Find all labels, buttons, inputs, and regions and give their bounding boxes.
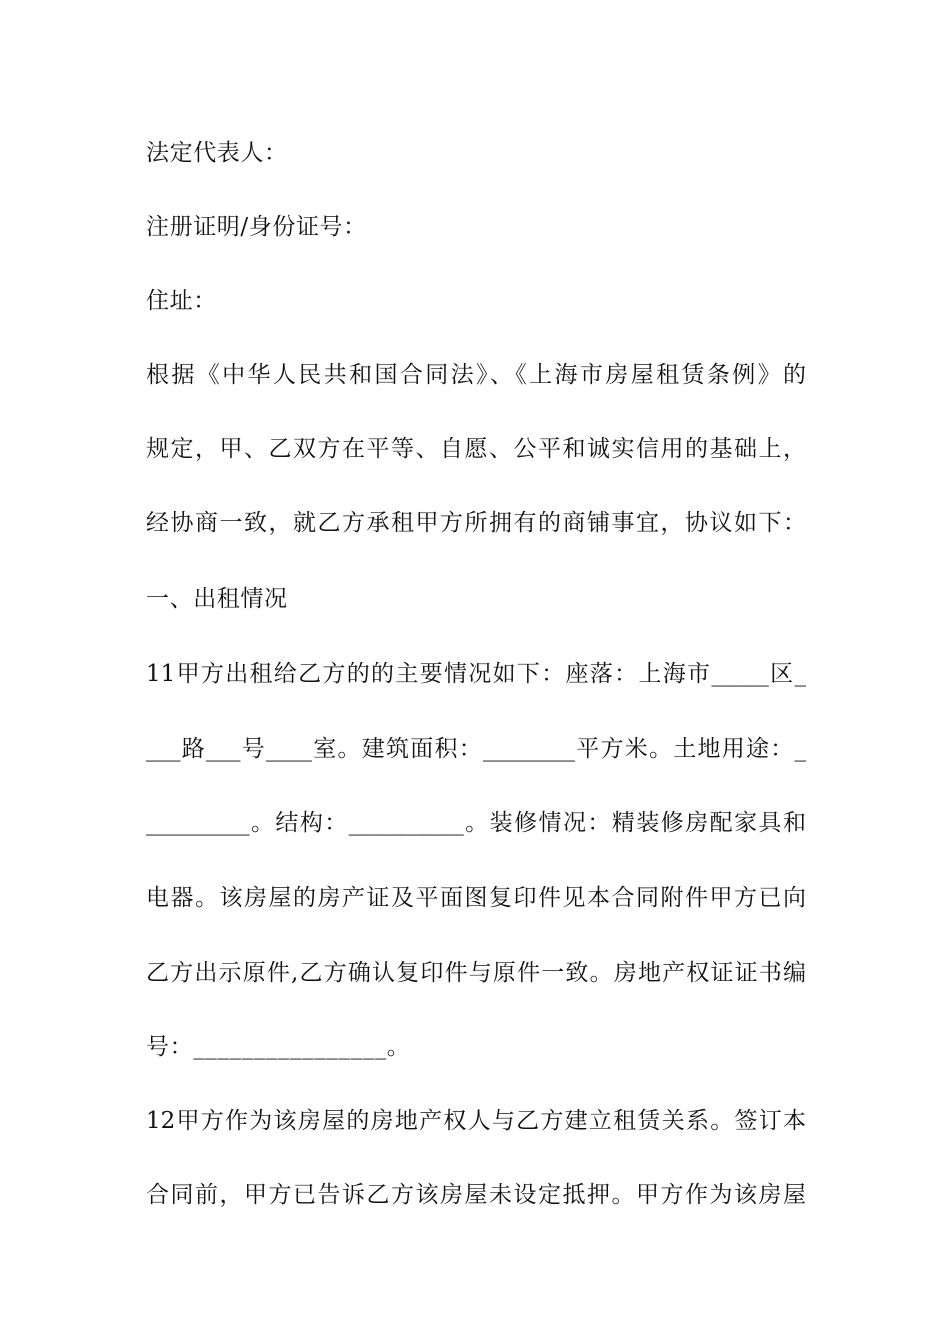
paragraph-line: _________。结构：__________。装修情况：精装修房配家具和 xyxy=(146,810,806,836)
paragraph-line: 合同前，甲方已告诉乙方该房屋未设定抵押。甲方作为该房屋 xyxy=(146,1182,806,1208)
legal-representative-label: 法定代表人： xyxy=(146,140,288,166)
paragraph-line: 12甲方作为该房屋的房地产权人与乙方建立租赁关系。签订本 xyxy=(146,1108,806,1134)
paragraph-line: 乙方出示原件,乙方确认复印件与原件一致。房地产权证证书编 xyxy=(146,960,806,986)
paragraph-line: 电器。该房屋的房产证及平面图复印件见本合同附件甲方已向 xyxy=(146,885,806,911)
paragraph-line: 号：________________。 xyxy=(146,1034,411,1060)
registration-id-label: 注册证明/身份证号： xyxy=(146,214,367,240)
paragraph-line: 经协商一致，就乙方承租甲方所拥有的商铺事宜，协议如下： xyxy=(146,510,806,536)
paragraph-line: 规定，甲、乙双方在平等、自愿、公平和诚实信用的基础上， xyxy=(146,436,806,462)
paragraph-line: 11甲方出租给乙方的的主要情况如下：座落：上海市_____区_ xyxy=(146,661,806,687)
paragraph-line: ___路___号____室。建筑面积：________平方米。土地用途：_ xyxy=(146,736,806,762)
section-heading: 一、出租情况 xyxy=(146,586,288,612)
address-label: 住址： xyxy=(146,288,217,314)
paragraph-line: 根据《中华人民共和国合同法》、《上海市房屋租赁条例》的 xyxy=(146,362,806,388)
